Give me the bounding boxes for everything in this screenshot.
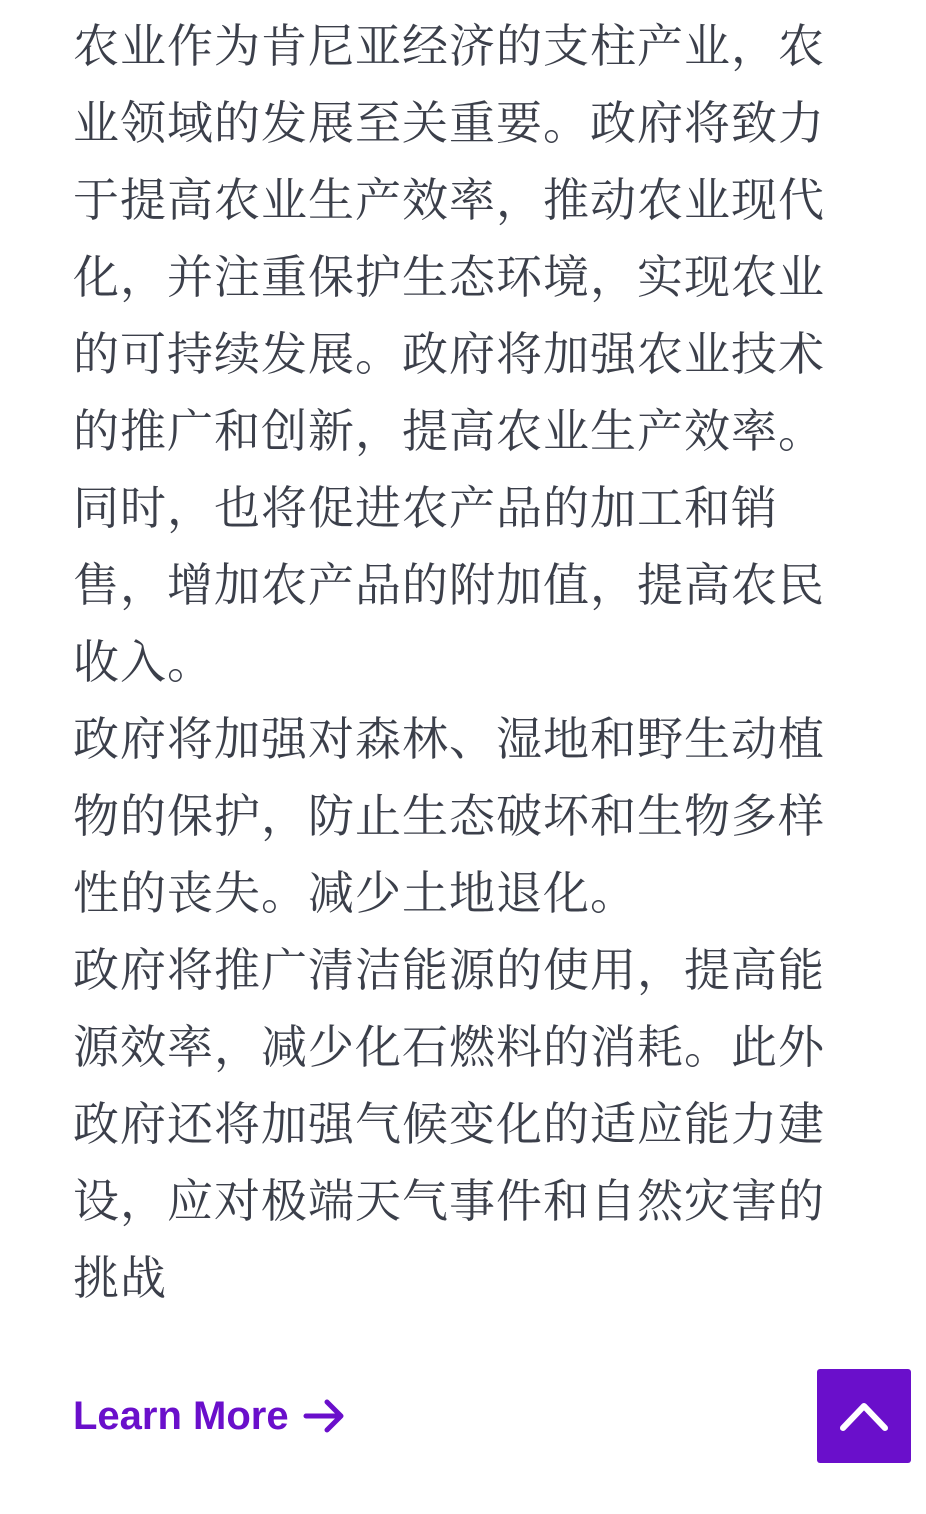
- arrow-right-icon: [303, 1398, 347, 1434]
- paragraph-agriculture: 农业作为肯尼亚经济的支柱产业，农业领域的发展至关重要。政府将致力于提高农业生产效率，推动农业现代化，并注重保护生态环境，实现农业的可持续发展。政府将加强农业技术的推广和创新，提高农业生产效率。同时，也将促进农产品的加工和销售，增加农产品的附加值，提高农民收入。: [73, 19, 825, 689]
- back-to-top-button[interactable]: [817, 1369, 911, 1463]
- paragraph-ecology: 政府将加强对森林、湿地和野生动植物的保护，防止生态破坏和生物多样性的丧失。减少土地退化。: [73, 712, 825, 920]
- article-body: [73, 8, 848, 1317]
- paragraph-energy: 政府将推广清洁能源的使用，提高能源效率，减少化石燃料的消耗。此外政府还将加强气候变化的适应能力建设，应对极端天气事件和自然灾害的挑战: [73, 943, 825, 1305]
- learn-more-label: Learn More: [73, 1393, 289, 1438]
- learn-more-link[interactable]: [73, 1386, 347, 1446]
- chevron-up-icon: [839, 1399, 889, 1433]
